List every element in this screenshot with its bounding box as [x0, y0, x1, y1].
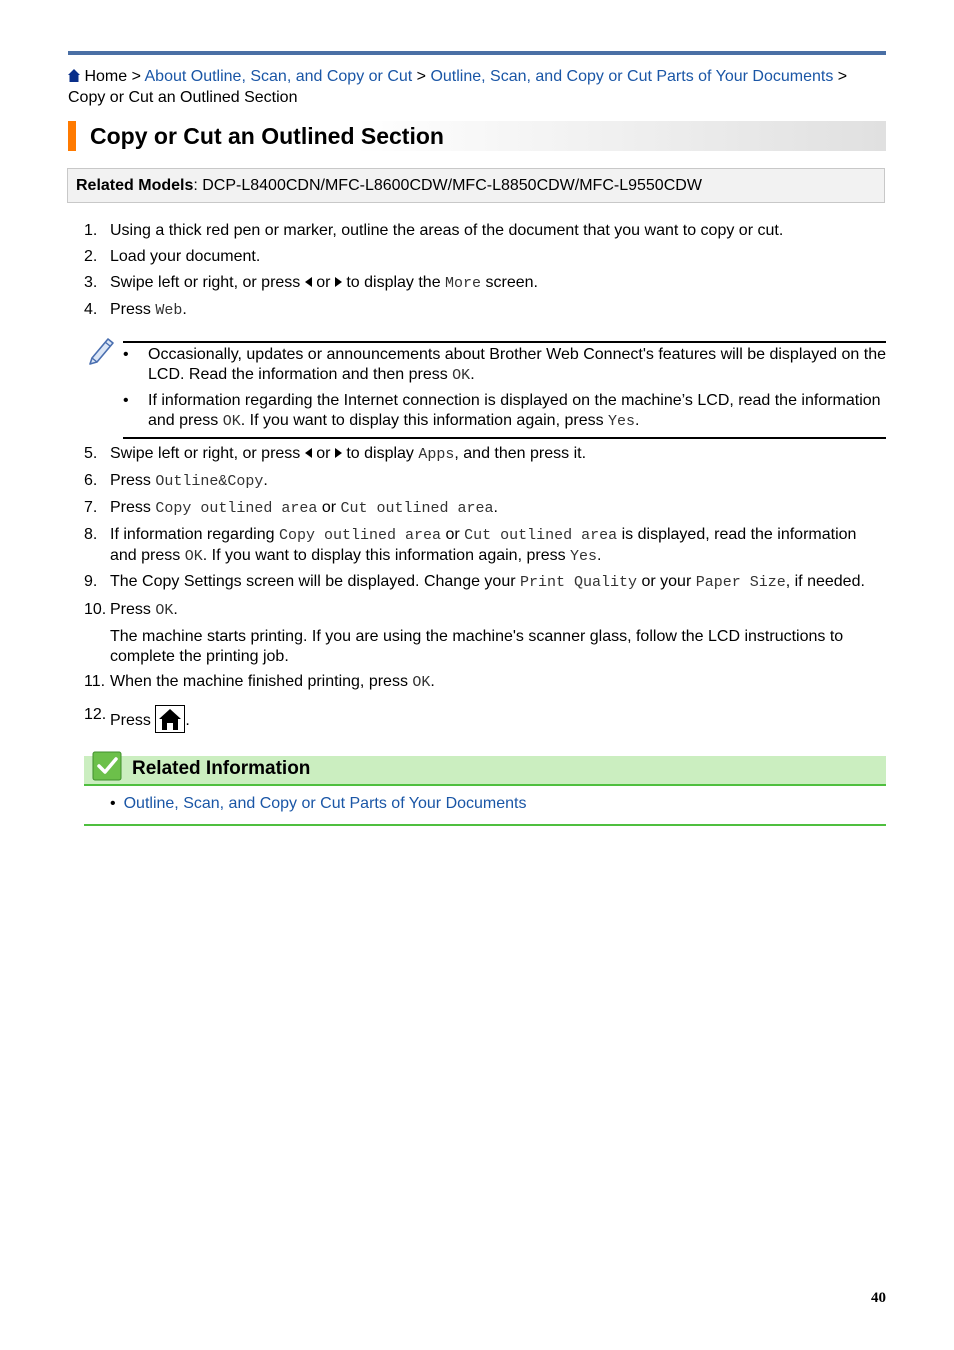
breadcrumb-link-about[interactable]: About Outline, Scan, and Copy or Cut [144, 68, 413, 85]
step-text-part: or [317, 499, 341, 516]
bullet: • [123, 346, 129, 363]
step-text-part: Swipe left or right, or press [110, 445, 305, 462]
list-item [110, 794, 527, 814]
step-text-part: . If you want to display this information again, press [202, 547, 571, 564]
step-text-part: . [263, 472, 268, 489]
step-text-part: screen. [481, 274, 538, 291]
step-text-part: Press [110, 712, 156, 729]
step-text [110, 300, 885, 321]
step-number: 8. [84, 526, 98, 543]
step-number: 10. [84, 601, 107, 618]
step-text [110, 672, 885, 693]
step-text-part: or your [637, 573, 696, 590]
step-number: 11. [84, 673, 106, 690]
lcd-label: OK [184, 548, 203, 565]
breadcrumb-current: Copy or Cut an Outlined Section [68, 89, 298, 106]
breadcrumb-home[interactable]: Home [84, 68, 128, 85]
step-number: 12. [84, 706, 107, 723]
step-text-part: Swipe left or right, or press [110, 274, 305, 291]
breadcrumb-separator: > [833, 68, 848, 85]
page-title: Copy or Cut an Outlined Section [90, 123, 444, 149]
breadcrumb-separator: > [412, 68, 431, 85]
step-text-part: The Copy Settings screen will be displayed. Change your [110, 573, 520, 590]
step-number: 9. [84, 573, 98, 590]
step-text-part: or [311, 445, 335, 462]
note-top-rule [123, 341, 886, 343]
related-information-title: Related Information [132, 758, 311, 779]
note-text-part: . If you want to display this information again, press [240, 412, 609, 429]
step-text-part: or [311, 274, 335, 291]
step-text: Load your document. [110, 248, 261, 265]
related-link-parts[interactable]: Outline, Scan, and Copy or Cut Parts of Your Documents [123, 795, 527, 812]
lcd-label: OK [222, 413, 241, 430]
step-number: 1. [84, 222, 98, 239]
step-number: 7. [84, 499, 98, 516]
home-button-icon [155, 705, 185, 733]
breadcrumb [68, 67, 886, 108]
note-text [148, 391, 886, 432]
step-text-part: When the machine finished printing, press [110, 673, 413, 690]
note-bottom-rule [123, 437, 886, 439]
step-number: 4. [84, 301, 98, 318]
step-text-part: Press [110, 301, 156, 318]
breadcrumb-link-parts[interactable]: Outline, Scan, and Copy or Cut Parts of Your Documents [430, 68, 834, 85]
note-text-part: Occasionally, updates or announcements about Brother Web Connect's features will be displayed on the LCD. Read the information and then press [148, 346, 887, 383]
step-number: 6. [84, 472, 98, 489]
lcd-label: Yes [608, 413, 636, 430]
step-text-part: Press [110, 472, 156, 489]
note-text [148, 345, 886, 386]
bullet: • [123, 392, 129, 409]
lcd-label: Paper Size [695, 574, 786, 591]
related-models-box [67, 168, 885, 203]
arrow-right-icon [335, 277, 342, 287]
step-text-part: . [493, 499, 498, 516]
related-information-header [84, 756, 886, 786]
arrow-left-icon [305, 277, 312, 287]
step-paragraph: The machine starts printing. If you are using the machine's scanner glass, follow the LCD instructions to complete the printing job. [110, 628, 844, 665]
step-text-part: Press [110, 601, 156, 618]
step-text [110, 705, 885, 733]
arrow-left-icon [305, 448, 312, 458]
home-icon[interactable] [68, 68, 80, 88]
step-text-part: Press [110, 499, 156, 516]
step-text [110, 444, 885, 465]
step-text-part: . [430, 673, 435, 690]
lcd-label: OK [452, 367, 471, 384]
related-bottom-rule [84, 824, 886, 826]
pencil-icon [86, 334, 118, 371]
note-text-part: . [635, 412, 640, 429]
page-number: 40 [871, 1290, 886, 1306]
lcd-label: Copy outlined area [278, 527, 442, 544]
step-text: Using a thick red pen or marker, outline the areas of the document that you want to copy or cut. [110, 222, 784, 239]
title-accent-bar [68, 121, 76, 151]
lcd-label: OK [155, 602, 174, 619]
step-text-part: . [182, 301, 187, 318]
lcd-label: Print Quality [520, 574, 638, 591]
step-text [110, 471, 885, 492]
checkmark-icon [92, 751, 122, 786]
step-number: 2. [84, 248, 98, 265]
title-banner [68, 121, 886, 151]
arrow-right-icon [335, 448, 342, 458]
lcd-label: Cut outlined area [464, 527, 618, 544]
note-text-part: . [470, 366, 475, 383]
step-text-part: If information regarding [110, 526, 279, 543]
lcd-label: Copy outlined area [155, 500, 318, 517]
lcd-label: Yes [570, 548, 598, 565]
related-models-value: : DCP-L8400CDN/MFC-L8600CDW/MFC-L8850CDW/MFC-L9550CDW [193, 177, 702, 194]
step-text-part: to display the [341, 274, 446, 291]
step-text-part: . [597, 547, 602, 564]
step-text-part: . [185, 712, 190, 729]
step-text-part: , if needed. [785, 573, 865, 590]
step-text-part: , and then press it. [454, 445, 587, 462]
lcd-label: Cut outlined area [340, 500, 494, 517]
bullet: • [110, 795, 116, 812]
step-text-part: is displayed, read the information and press [110, 526, 857, 564]
breadcrumb-separator: > [127, 68, 145, 85]
lcd-label: More [445, 275, 482, 292]
step-text-part: . [173, 601, 178, 618]
step-number: 5. [84, 445, 98, 462]
step-text [110, 525, 885, 567]
step-text [110, 498, 885, 519]
step-text [110, 572, 885, 593]
step-text-part: or [441, 526, 465, 543]
lcd-label: Outline&Copy [155, 473, 264, 490]
step-text-part: to display [341, 445, 419, 462]
related-models-label: Related Models [76, 177, 194, 194]
lcd-label: Web [155, 302, 183, 319]
step-text [110, 600, 885, 621]
lcd-label: OK [412, 674, 431, 691]
note-text-part: If information regarding the Internet connection is displayed on the machine’s LCD, read the information and press [148, 392, 881, 429]
header-rule [68, 51, 886, 55]
lcd-label: Apps [418, 446, 455, 463]
step-number: 3. [84, 274, 98, 291]
step-text [110, 273, 885, 294]
